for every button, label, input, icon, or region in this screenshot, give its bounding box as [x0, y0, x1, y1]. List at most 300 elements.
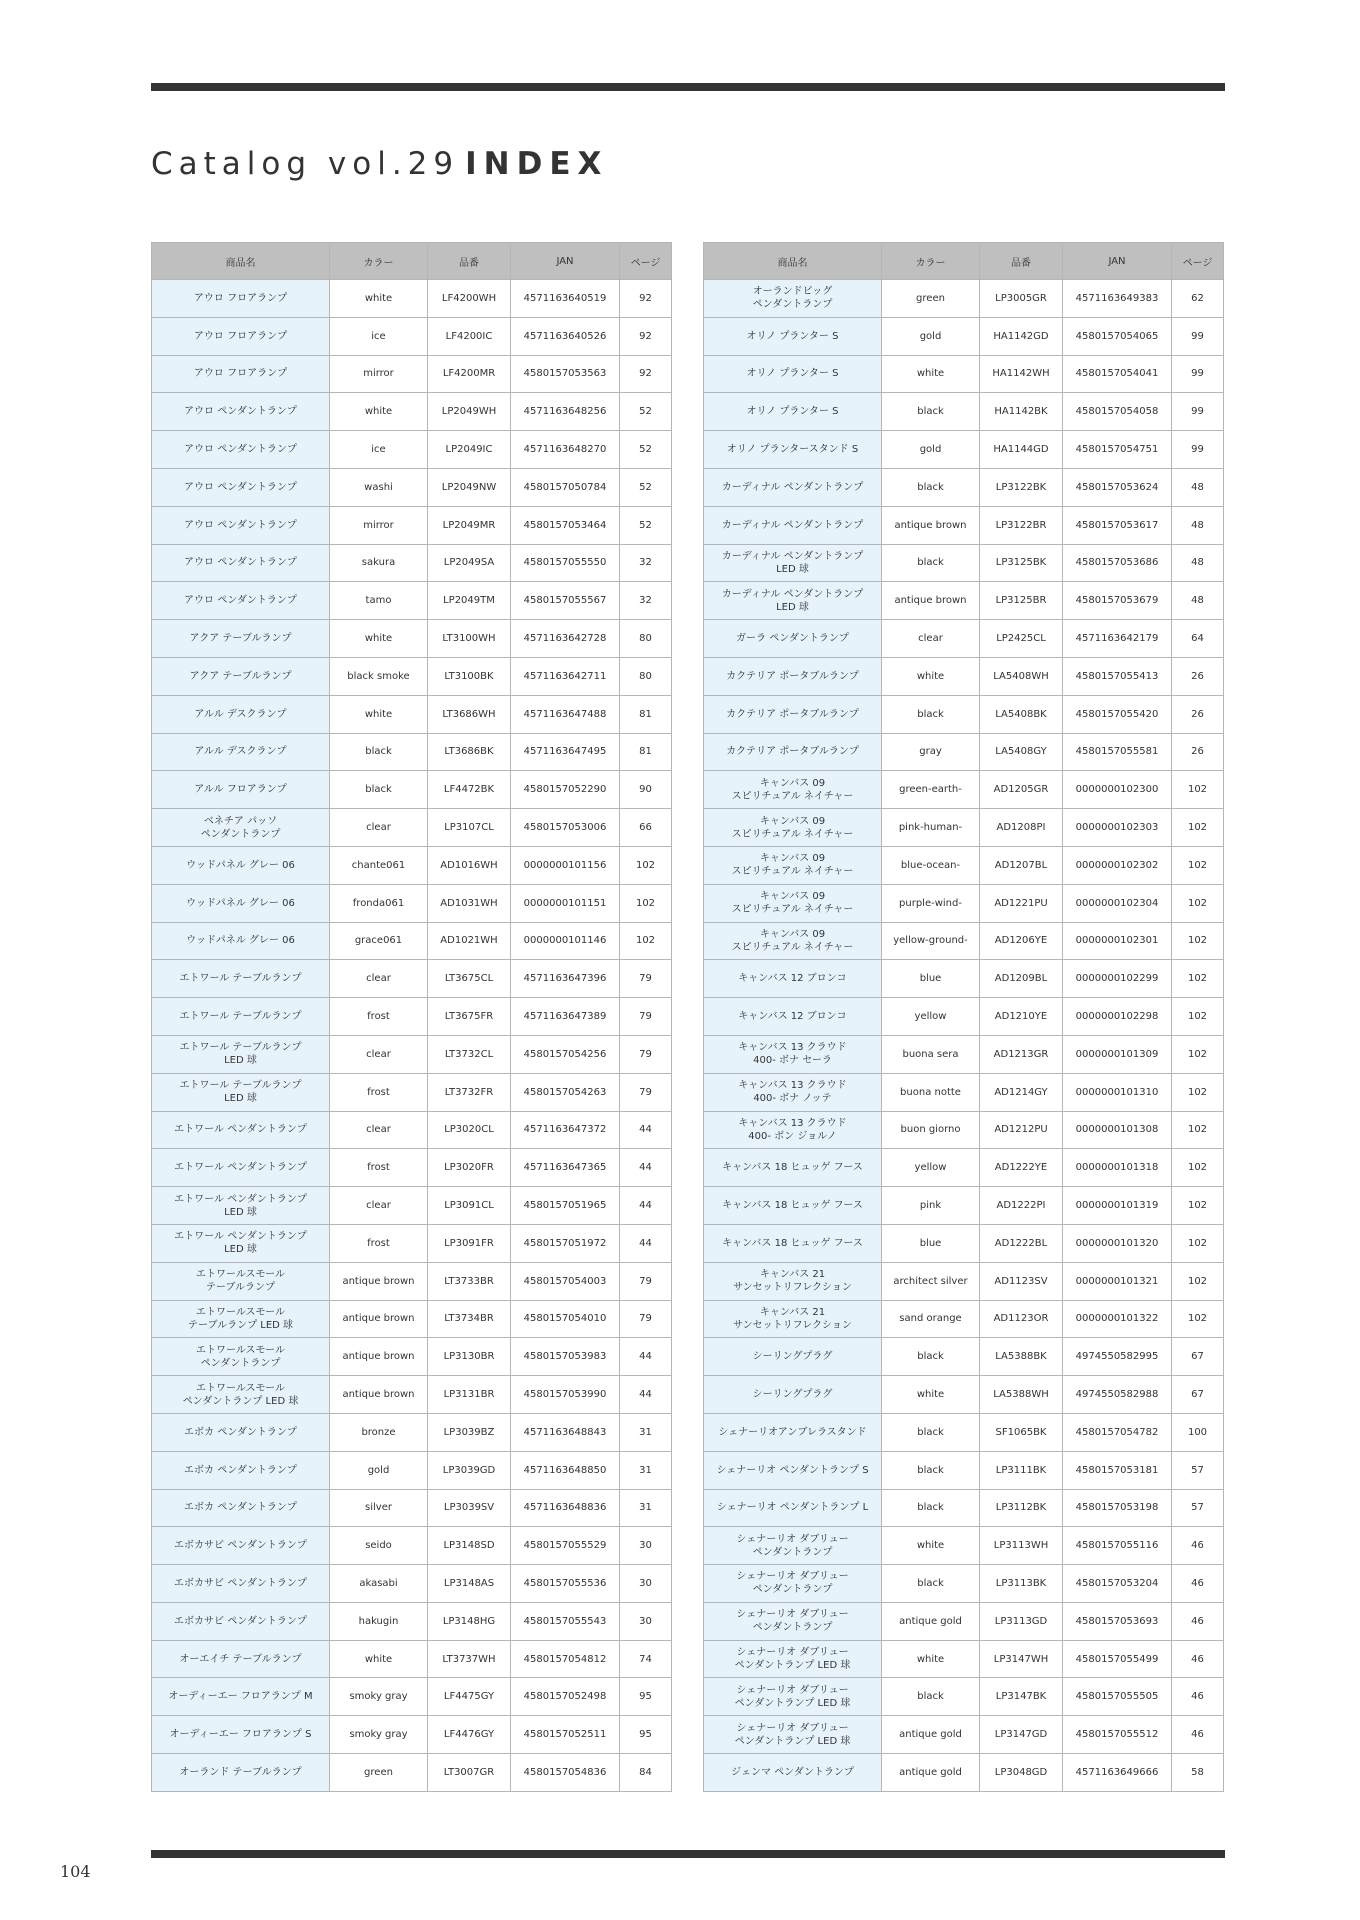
cell-color: blue-ocean-	[882, 846, 980, 884]
cell-page: 99	[1172, 355, 1224, 393]
cell-jan: 4580157052290	[511, 771, 620, 809]
cell-color: yellow	[882, 1149, 980, 1187]
table-row	[704, 771, 1224, 809]
cell-product-name: キャンバス 18 ヒュッゲ フース	[704, 1224, 882, 1262]
cell-product-name: エボカ ペンダントランプ	[152, 1413, 330, 1451]
col-header-code: 品番	[980, 243, 1063, 280]
cell-page: 44	[620, 1187, 672, 1225]
cell-jan: 4580157055505	[1063, 1678, 1172, 1716]
table-row	[704, 1035, 1224, 1073]
table-row	[704, 1262, 1224, 1300]
table-row	[152, 468, 672, 506]
cell-product-code: AD1212PU	[980, 1111, 1063, 1149]
cell-jan: 4580157053686	[1063, 544, 1172, 582]
table-row	[704, 1149, 1224, 1187]
cell-color: white	[882, 355, 980, 393]
cell-page: 79	[620, 1035, 672, 1073]
cell-color: pink	[882, 1187, 980, 1225]
cell-product-code: AD1221PU	[980, 884, 1063, 922]
cell-color: green	[330, 1754, 428, 1792]
cell-product-code: LP2049SA	[428, 544, 511, 582]
cell-product-code: LP3148AS	[428, 1565, 511, 1603]
cell-jan: 4580157053563	[511, 355, 620, 393]
cell-product-name: キャンバス 09 スピリチュアル ネイチャー	[704, 922, 882, 960]
table-row	[704, 393, 1224, 431]
cell-color: antique brown	[330, 1262, 428, 1300]
cell-jan: 4580157053204	[1063, 1565, 1172, 1603]
cell-product-code: LP3005GR	[980, 280, 1063, 318]
cell-product-name: ウッドパネル グレー 06	[152, 922, 330, 960]
table-row	[704, 620, 1224, 658]
cell-product-name: シェナーリオアンブレラスタンド	[704, 1413, 882, 1451]
cell-page: 26	[1172, 657, 1224, 695]
cell-color: frost	[330, 1073, 428, 1111]
cell-product-name: キャンバス 09 スピリチュアル ネイチャー	[704, 771, 882, 809]
cell-color: seido	[330, 1527, 428, 1565]
bottom-rule	[151, 1850, 1225, 1858]
cell-page: 92	[620, 317, 672, 355]
cell-jan: 0000000102304	[1063, 884, 1172, 922]
cell-product-code: HA1142WH	[980, 355, 1063, 393]
cell-product-name: シーリングプラグ	[704, 1338, 882, 1376]
table-row	[704, 1527, 1224, 1565]
cell-product-name: キャンバス 12 ブロンコ	[704, 998, 882, 1036]
cell-product-name: キャンバス 21 サンセットリフレクション	[704, 1300, 882, 1338]
table-body-right	[704, 280, 1224, 1792]
cell-color: architect silver	[882, 1262, 980, 1300]
table-row	[704, 582, 1224, 620]
cell-page: 99	[1172, 431, 1224, 469]
cell-jan: 4571163642179	[1063, 620, 1172, 658]
table-row	[152, 884, 672, 922]
cell-color: buona sera	[882, 1035, 980, 1073]
table-row	[152, 280, 672, 318]
cell-color: ice	[330, 317, 428, 355]
table-row	[152, 1073, 672, 1111]
cell-color: tamo	[330, 582, 428, 620]
col-header-color: カラー	[330, 243, 428, 280]
cell-jan: 4571163640526	[511, 317, 620, 355]
table-row	[704, 468, 1224, 506]
cell-color: pink-human-	[882, 809, 980, 847]
cell-product-code: LP3039SV	[428, 1489, 511, 1527]
table-row	[704, 280, 1224, 318]
cell-page: 30	[620, 1565, 672, 1603]
cell-jan: 4571163642711	[511, 657, 620, 695]
cell-page: 52	[620, 431, 672, 469]
table-header-row	[704, 243, 1224, 280]
table-row	[152, 1262, 672, 1300]
cell-product-code: AD1222YE	[980, 1149, 1063, 1187]
cell-product-code: LF4475GY	[428, 1678, 511, 1716]
cell-product-name: ガーラ ペンダントランプ	[704, 620, 882, 658]
cell-jan: 4580157053464	[511, 506, 620, 544]
cell-page: 32	[620, 582, 672, 620]
cell-color: white	[882, 1640, 980, 1678]
cell-page: 46	[1172, 1565, 1224, 1603]
cell-jan: 4580157054058	[1063, 393, 1172, 431]
cell-page: 92	[620, 355, 672, 393]
col-header-jan: JAN	[1063, 243, 1172, 280]
cell-product-code: HA1142GD	[980, 317, 1063, 355]
cell-jan: 0000000102299	[1063, 960, 1172, 998]
cell-product-code: LF4476GY	[428, 1716, 511, 1754]
cell-product-code: LT3686WH	[428, 695, 511, 733]
cell-jan: 0000000101146	[511, 922, 620, 960]
cell-color: clear	[330, 960, 428, 998]
col-header-page: ページ	[1172, 243, 1224, 280]
cell-page: 44	[620, 1224, 672, 1262]
cell-jan: 4580157053990	[511, 1376, 620, 1414]
cell-color: frost	[330, 1224, 428, 1262]
cell-product-name: エトワール テーブルランプ LED 球	[152, 1073, 330, 1111]
cell-product-name: エボカ ペンダントランプ	[152, 1489, 330, 1527]
cell-page: 79	[620, 1262, 672, 1300]
cell-color: clear	[330, 1111, 428, 1149]
table-row	[704, 1413, 1224, 1451]
cell-product-code: LP3113WH	[980, 1527, 1063, 1565]
cell-product-code: LP3039GD	[428, 1451, 511, 1489]
cell-product-code: LP3125BR	[980, 582, 1063, 620]
table-row	[152, 393, 672, 431]
cell-page: 102	[620, 884, 672, 922]
cell-color: gold	[330, 1451, 428, 1489]
cell-page: 48	[1172, 582, 1224, 620]
cell-product-name: キャンバス 12 ブロンコ	[704, 960, 882, 998]
table-row	[152, 431, 672, 469]
cell-page: 99	[1172, 317, 1224, 355]
cell-jan: 4974550582995	[1063, 1338, 1172, 1376]
cell-jan: 4580157055420	[1063, 695, 1172, 733]
cell-color: smoky gray	[330, 1716, 428, 1754]
cell-jan: 4571163647488	[511, 695, 620, 733]
cell-color: ice	[330, 431, 428, 469]
cell-jan: 4580157054003	[511, 1262, 620, 1300]
table-row	[704, 1716, 1224, 1754]
cell-product-name: エトワールスモール テーブルランプ	[152, 1262, 330, 1300]
cell-color: bronze	[330, 1413, 428, 1451]
cell-product-code: LA5388WH	[980, 1376, 1063, 1414]
cell-page: 102	[1172, 846, 1224, 884]
table-row	[152, 544, 672, 582]
cell-page: 81	[620, 695, 672, 733]
cell-product-code: LT3732CL	[428, 1035, 511, 1073]
cell-product-code: LF4200MR	[428, 355, 511, 393]
table-row	[152, 1111, 672, 1149]
cell-product-code: LP3147GD	[980, 1716, 1063, 1754]
cell-jan: 4580157051972	[511, 1224, 620, 1262]
cell-page: 102	[620, 922, 672, 960]
table-row	[704, 1224, 1224, 1262]
table-row	[152, 582, 672, 620]
cell-product-name: アクア テーブルランプ	[152, 657, 330, 695]
table-row	[704, 1678, 1224, 1716]
cell-page: 52	[620, 393, 672, 431]
table-row	[152, 1187, 672, 1225]
cell-jan: 4580157054065	[1063, 317, 1172, 355]
cell-product-code: LA5408GY	[980, 733, 1063, 771]
table-row	[704, 1565, 1224, 1603]
table-row	[704, 998, 1224, 1036]
cell-product-code: LA5388BK	[980, 1338, 1063, 1376]
cell-product-name: キャンバス 13 クラウド 400- ボナ ノッテ	[704, 1073, 882, 1111]
cell-jan: 4580157055550	[511, 544, 620, 582]
cell-color: black	[330, 733, 428, 771]
cell-page: 102	[620, 846, 672, 884]
cell-page: 32	[620, 544, 672, 582]
cell-product-code: AD1210YE	[980, 998, 1063, 1036]
cell-product-code: LP3048GD	[980, 1754, 1063, 1792]
cell-product-name: ウッドパネル グレー 06	[152, 884, 330, 922]
table-row	[152, 506, 672, 544]
cell-color: blue	[882, 1224, 980, 1262]
cell-product-code: LT3007GR	[428, 1754, 511, 1792]
cell-product-name: エトワール テーブルランプ	[152, 998, 330, 1036]
cell-jan: 4580157051965	[511, 1187, 620, 1225]
table-row	[152, 1754, 672, 1792]
cell-product-code: AD1222PI	[980, 1187, 1063, 1225]
cell-jan: 4580157055512	[1063, 1716, 1172, 1754]
cell-jan: 4580157054751	[1063, 431, 1172, 469]
table-row	[704, 1754, 1224, 1792]
cell-jan: 4580157055413	[1063, 657, 1172, 695]
table-row	[704, 657, 1224, 695]
cell-page: 102	[1172, 1224, 1224, 1262]
cell-product-code: LP3113GD	[980, 1602, 1063, 1640]
cell-page: 79	[620, 1073, 672, 1111]
cell-color: antique gold	[882, 1602, 980, 1640]
cell-page: 48	[1172, 506, 1224, 544]
col-header-color: カラー	[882, 243, 980, 280]
cell-product-code: LP3091FR	[428, 1224, 511, 1262]
cell-jan: 0000000102298	[1063, 998, 1172, 1036]
cell-jan: 0000000101309	[1063, 1035, 1172, 1073]
cell-product-name: キャンバス 21 サンセットリフレクション	[704, 1262, 882, 1300]
cell-color: blue	[882, 960, 980, 998]
cell-page: 102	[1172, 771, 1224, 809]
cell-page: 46	[1172, 1527, 1224, 1565]
cell-product-code: SF1065BK	[980, 1413, 1063, 1451]
cell-jan: 4580157053006	[511, 809, 620, 847]
cell-jan: 4580157053983	[511, 1338, 620, 1376]
cell-page: 57	[1172, 1489, 1224, 1527]
cell-product-code: LT3686BK	[428, 733, 511, 771]
cell-product-name: アウロ ペンダントランプ	[152, 431, 330, 469]
cell-jan: 4580157055499	[1063, 1640, 1172, 1678]
cell-product-name: キャンバス 09 スピリチュアル ネイチャー	[704, 884, 882, 922]
cell-product-name: シェナーリオ ダブリュー ペンダントランプ LED 球	[704, 1640, 882, 1678]
cell-color: gray	[882, 733, 980, 771]
cell-page: 102	[1172, 998, 1224, 1036]
cell-product-name: シェナーリオ ダブリュー ペンダントランプ LED 球	[704, 1678, 882, 1716]
cell-color: buon giorno	[882, 1111, 980, 1149]
cell-product-name: ベネチア パッソ ペンダントランプ	[152, 809, 330, 847]
cell-product-code: LP3147BK	[980, 1678, 1063, 1716]
cell-color: gold	[882, 317, 980, 355]
cell-jan: 4580157054041	[1063, 355, 1172, 393]
cell-product-code: LT3675FR	[428, 998, 511, 1036]
cell-product-name: エトワールスモール テーブルランプ LED 球	[152, 1300, 330, 1338]
cell-product-name: シーリングプラグ	[704, 1376, 882, 1414]
cell-jan: 4580157054256	[511, 1035, 620, 1073]
cell-page: 99	[1172, 393, 1224, 431]
cell-product-name: エボカサビ ペンダントランプ	[152, 1602, 330, 1640]
cell-product-code: LP3122BK	[980, 468, 1063, 506]
cell-page: 92	[620, 280, 672, 318]
cell-jan: 4571163647372	[511, 1111, 620, 1149]
cell-color: clear	[330, 809, 428, 847]
cell-product-name: シェナーリオ ダブリュー ペンダントランプ	[704, 1602, 882, 1640]
table-row	[704, 1300, 1224, 1338]
table-row	[152, 733, 672, 771]
cell-color: akasabi	[330, 1565, 428, 1603]
cell-color: hakugin	[330, 1602, 428, 1640]
cell-color: green-earth-	[882, 771, 980, 809]
cell-color: black	[882, 1565, 980, 1603]
table-row	[152, 1149, 672, 1187]
table-row	[152, 771, 672, 809]
table-row	[152, 809, 672, 847]
cell-product-code: AD1214GY	[980, 1073, 1063, 1111]
cell-product-name: アウロ ペンダントランプ	[152, 582, 330, 620]
cell-page: 102	[1172, 1035, 1224, 1073]
cell-color: clear	[882, 620, 980, 658]
cell-jan: 4580157053617	[1063, 506, 1172, 544]
cell-product-code: AD1123OR	[980, 1300, 1063, 1338]
cell-jan: 4580157053693	[1063, 1602, 1172, 1640]
table-row	[704, 1111, 1224, 1149]
cell-color: black	[882, 1413, 980, 1451]
cell-product-code: LP3091CL	[428, 1187, 511, 1225]
cell-color: black	[882, 1678, 980, 1716]
col-header-code: 品番	[428, 243, 511, 280]
table-row	[704, 1338, 1224, 1376]
cell-product-name: カクテリア ポータブルランプ	[704, 695, 882, 733]
cell-jan: 4580157054782	[1063, 1413, 1172, 1451]
cell-page: 95	[620, 1678, 672, 1716]
table-row	[704, 1489, 1224, 1527]
cell-page: 81	[620, 733, 672, 771]
cell-color: white	[330, 695, 428, 733]
cell-page: 46	[1172, 1602, 1224, 1640]
cell-page: 30	[620, 1602, 672, 1640]
cell-product-code: AD1021WH	[428, 922, 511, 960]
table-row	[152, 1640, 672, 1678]
cell-product-name: アクア テーブルランプ	[152, 620, 330, 658]
cell-product-name: アウロ ペンダントランプ	[152, 468, 330, 506]
cell-page: 26	[1172, 695, 1224, 733]
cell-color: mirror	[330, 506, 428, 544]
cell-color: white	[882, 1527, 980, 1565]
cell-product-name: シェナーリオ ペンダントランプ L	[704, 1489, 882, 1527]
cell-product-name: エトワール ペンダントランプ LED 球	[152, 1187, 330, 1225]
cell-page: 102	[1172, 1073, 1224, 1111]
table-row	[704, 506, 1224, 544]
cell-color: purple-wind-	[882, 884, 980, 922]
table-row	[152, 998, 672, 1036]
table-row	[152, 1035, 672, 1073]
table-row	[152, 1338, 672, 1376]
cell-product-name: オリノ プランタースタンド S	[704, 431, 882, 469]
cell-product-name: ジェンマ ペンダントランプ	[704, 1754, 882, 1792]
cell-page: 46	[1172, 1678, 1224, 1716]
table-row	[704, 1602, 1224, 1640]
cell-jan: 4580157053679	[1063, 582, 1172, 620]
table-row	[152, 355, 672, 393]
table-row	[704, 544, 1224, 582]
cell-product-name: シェナーリオ ダブリュー ペンダントランプ	[704, 1565, 882, 1603]
cell-product-name: アルル フロアランプ	[152, 771, 330, 809]
cell-product-name: アウロ フロアランプ	[152, 355, 330, 393]
cell-jan: 4580157052498	[511, 1678, 620, 1716]
cell-jan: 4571163647389	[511, 998, 620, 1036]
cell-color: black	[882, 468, 980, 506]
col-header-product: 商品名	[704, 243, 882, 280]
cell-color: antique gold	[882, 1716, 980, 1754]
cell-product-code: LF4200IC	[428, 317, 511, 355]
cell-jan: 4580157053624	[1063, 468, 1172, 506]
table-row	[704, 355, 1224, 393]
cell-product-name: エボカサビ ペンダントランプ	[152, 1565, 330, 1603]
table-row	[152, 1678, 672, 1716]
cell-jan: 0000000101308	[1063, 1111, 1172, 1149]
cell-page: 95	[620, 1716, 672, 1754]
cell-product-name: キャンバス 18 ヒュッゲ フース	[704, 1187, 882, 1225]
cell-product-name: オリノ プランター S	[704, 393, 882, 431]
cell-jan: 4571163648843	[511, 1413, 620, 1451]
cell-product-code: AD1031WH	[428, 884, 511, 922]
cell-color: antique brown	[330, 1376, 428, 1414]
cell-color: clear	[330, 1187, 428, 1225]
table-row	[704, 846, 1224, 884]
cell-color: green	[882, 280, 980, 318]
cell-product-name: アウロ ペンダントランプ	[152, 506, 330, 544]
table-row	[704, 431, 1224, 469]
cell-page: 62	[1172, 280, 1224, 318]
cell-jan: 0000000101320	[1063, 1224, 1172, 1262]
cell-color: gold	[882, 431, 980, 469]
cell-product-code: LT3675CL	[428, 960, 511, 998]
cell-product-name: エトワールスモール ペンダントランプ	[152, 1338, 330, 1376]
cell-product-code: HA1144GD	[980, 431, 1063, 469]
cell-product-name: シェナーリオ ペンダントランプ S	[704, 1451, 882, 1489]
cell-color: black	[330, 771, 428, 809]
cell-product-code: LP3039BZ	[428, 1413, 511, 1451]
cell-product-code: LT3734BR	[428, 1300, 511, 1338]
cell-product-code: LP3113BK	[980, 1565, 1063, 1603]
cell-jan: 4580157054263	[511, 1073, 620, 1111]
cell-product-code: LP3020FR	[428, 1149, 511, 1187]
cell-jan: 4571163642728	[511, 620, 620, 658]
cell-jan: 0000000101321	[1063, 1262, 1172, 1300]
cell-jan: 0000000101319	[1063, 1187, 1172, 1225]
cell-product-code: HA1142BK	[980, 393, 1063, 431]
cell-jan: 4580157055567	[511, 582, 620, 620]
cell-product-code: LP3125BK	[980, 544, 1063, 582]
cell-page: 79	[620, 998, 672, 1036]
cell-product-code: AD1206YE	[980, 922, 1063, 960]
cell-page: 67	[1172, 1338, 1224, 1376]
cell-jan: 4580157055543	[511, 1602, 620, 1640]
index-table-left	[151, 242, 672, 1792]
cell-jan: 4571163649666	[1063, 1754, 1172, 1792]
cell-page: 90	[620, 771, 672, 809]
col-header-jan: JAN	[511, 243, 620, 280]
cell-jan: 0000000101156	[511, 846, 620, 884]
cell-product-code: LP3131BR	[428, 1376, 511, 1414]
cell-page: 52	[620, 506, 672, 544]
cell-page: 102	[1172, 1111, 1224, 1149]
